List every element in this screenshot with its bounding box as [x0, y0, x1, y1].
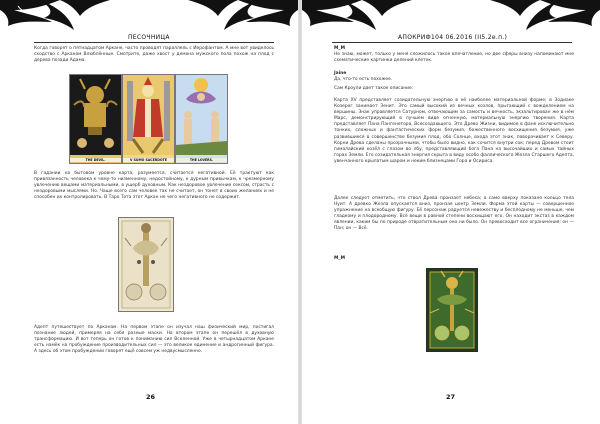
hierophant-card-image [123, 75, 174, 163]
right-text-2a: Да, что-то есть похожее. [334, 77, 393, 82]
devil-card-image [70, 75, 121, 163]
devil-card-caption: THE DEVIL. [70, 158, 121, 162]
right-header-title: АПОКРИФ104 06.2016 (II5.2е.п.) [398, 34, 508, 41]
author-label-2: Jaine [334, 71, 347, 76]
right-text-1: Не знаю, может, только у меня сложилось такое впечатление, но две сферы внизу напоминают мне схематические картинки делений клеток. [334, 52, 574, 64]
thoth-devil-card-right-image [427, 269, 477, 351]
tarot-card-lovers [175, 74, 228, 164]
tarot-card-hierophant [122, 74, 175, 164]
right-ornament-icon [302, 0, 600, 34]
right-page-number: 27 [446, 393, 456, 401]
left-header-title: ПЕСОЧНИЦА [128, 34, 170, 41]
left-page [0, 0, 298, 424]
tarot-card-devil [69, 74, 122, 164]
left-paragraph-3: Адепт путешествует по Арканам. На первом этапе он изучал наш физический мир, постигал познание людей, примеряя на себя разные маски. На втором этапе он перешёл в духовную трансформацию. И вот теперь он готов к пониманию сил Вселенной. Уже в четырнадцатом Аркане есть намёк на пробуждение производительных сил — это великое единение и андрогинный фигура. А здесь об этом пробуждении говорят ещё совсем уж недвусмысленно. [34, 325, 274, 355]
author-label-1: M_M [334, 46, 345, 51]
crowley-quote-continued: Далее следует отметить, что ствол Древа пронзает небеса; а само вверху показано кольцо тела Нуит. А древко Жезла опускается вниз, пронзая центр Земли. Форма этой карты — совершенное упражнение на всеобщую фигуру. Её персонаж радуется невежеству и бесплодному не меньше, чем гладкому и плодородному. Всё вещи в равной степени восхищают его. Он находит экстаз в каждом явлении, каким бы по природе отвратительным оно ни было. Он превосходит все ограничения; он — Пан; он — Всё. [334, 196, 574, 232]
author-label-3: M_M [334, 256, 345, 261]
tarot-card-thoth-devil [118, 217, 174, 312]
left-paragraph-2: В гадании на бытовом уровне карта, разумеется, считается негативной. Её трактуют как привязанность человека к чему-то низменному, недостойному, к дурным привычкам, к чрезмерному увлечению вещами материальными, в ущерб духовным. Как нездоровое увлечение сексом, страсть с нездоровыми мыслями. Но. Чаще всего сам человек так не считает, он тонет в своих желаниях и не способен их контролировать. В Таро Тота этот Аркан не чего негативного не содержит. [34, 171, 274, 201]
left-page-number: 26 [146, 393, 156, 401]
lovers-card-caption: THE LOVERS. [176, 158, 227, 162]
tarot-card-thoth-devil-right [426, 268, 478, 352]
right-text-2b: Сам Кроули дает такое описание: [334, 86, 414, 91]
crowley-quote: Карта XV представляет созидательную энергию в её наиболее материальной форме; в Зодиаке Козерог занимает Зенит. Это самый высокий из вечных козлов, прыгающий с вожделением на вершины. Знак управляется Сатурном, отвечающим за самость и вечность, экзальтирован же в нём Марс, демонстрирующий в лучшем виде огненную, материальную энергию творения. Карта представляет Пана Пангенетора, Всесоздающего. Это Древо Жизни, видимое в фане исключительно тонких, сложных и фантастических форм безумия, божественного восхищения безумия, уже развившиеся в совершенстве безумия плод, обо Солнце, входа этот знак, поворачивает к Северу. Корни Древа сделаны прозрачными, чтобы было видно, как сочится внутри сок; перед Древом стоит гималайский козёл с глазом во лбу, представляющий бога Пана на высочайших и самых тайных горах Земли. Его созидательная энергия скрыта в виду особо фаллического Жезла Старшего Адепта, увенчанного крылатым шаром и неким близнецами Гора и Осириса. [334, 98, 574, 164]
left-intro-paragraph: Когда говорят о пятнадцатом Аркане, часто проводят параллель с Иерофантом. А мне вот увиделось сходство с Арканом Влюблённые. Смотрите, даже хвост у демона мужского пола похож на плод с дерева позади Адама. [34, 46, 274, 64]
right-header-rule [332, 42, 572, 43]
thoth-devil-card-image [119, 218, 173, 311]
right-page [302, 0, 600, 424]
hierophant-card-caption: V SUMO SACERDOTE [123, 158, 174, 162]
left-ornament-icon [0, 0, 298, 34]
lovers-card-image [176, 75, 227, 163]
left-header-rule [34, 42, 274, 43]
